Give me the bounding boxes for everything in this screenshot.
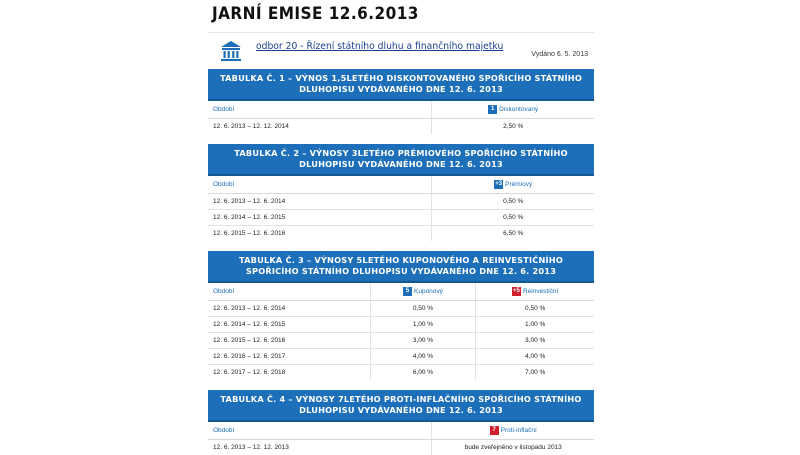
period-cell: 12. 6. 2015 – 12. 6. 2016 xyxy=(208,333,370,349)
period-cell: 12. 6. 2015 – 12. 6. 2016 xyxy=(208,226,432,242)
bond-type-label: Diskontovaný xyxy=(499,106,538,113)
yield-cell: 2,50 % xyxy=(432,119,594,135)
bond-type-badge: +3 xyxy=(494,180,503,189)
yield-cell: 4,00 % xyxy=(370,349,476,365)
period-cell: 12. 6. 2013 – 12. 6. 2014 xyxy=(208,194,432,210)
table-row xyxy=(208,210,594,226)
yield-cell: 1,00 % xyxy=(476,317,594,333)
bond-type-column-header xyxy=(432,101,594,119)
period-cell: 12. 6. 2014 – 12. 6. 2015 xyxy=(208,210,432,226)
period-cell: 12. 6. 2013 – 12. 12. 2013 xyxy=(208,440,432,455)
bond-type-label: Kuponový xyxy=(414,288,443,295)
yield-cell: 6,00 % xyxy=(370,365,476,381)
yield-cell: bude zveřejněno v listopadu 2013 xyxy=(432,440,594,455)
bond-type-label: Reinvestiční xyxy=(523,288,558,295)
bond-type-column-header xyxy=(476,283,594,301)
yield-cell: 3,00 % xyxy=(370,333,476,349)
period-cell: 12. 6. 2014 – 12. 6. 2015 xyxy=(208,317,370,333)
yield-cell: 4,00 % xyxy=(476,349,594,365)
bond-type-badge: +5 xyxy=(512,287,521,296)
table-row xyxy=(208,333,594,349)
yield-table xyxy=(208,176,594,241)
period-column-header: Období xyxy=(208,422,432,440)
table-row xyxy=(208,365,594,381)
column-header-row xyxy=(208,101,594,119)
yield-cell: 7,00 % xyxy=(476,365,594,381)
tables-container xyxy=(208,69,594,455)
period-cell: 12. 6. 2013 – 12. 12. 2014 xyxy=(208,119,432,135)
yield-cell: 0,50 % xyxy=(476,301,594,317)
bond-type-column-header xyxy=(432,422,594,440)
bond-type-label: Proti-inflační xyxy=(501,427,537,434)
period-column-header: Období xyxy=(208,176,432,194)
document-header xyxy=(208,32,594,67)
table-heading: TABULKA Č. 1 – VÝNOS 1,5LETÉHO DISKONTOVANÉHO SPOŘICÍHO STÁTNÍHO DLUHOPISU VYDÁVANÉHO DNE 12. 6. 2013 xyxy=(208,69,594,101)
yield-cell: 0,50 % xyxy=(432,210,594,226)
period-column-header: Období xyxy=(208,283,370,301)
period-cell: 12. 6. 2016 – 12. 6. 2017 xyxy=(208,349,370,365)
yield-table-1 xyxy=(208,69,594,134)
yield-cell: 3,00 % xyxy=(476,333,594,349)
bond-type-badge: 1 xyxy=(488,105,497,114)
table-row xyxy=(208,301,594,317)
department-link[interactable]: odbor 20 - Řízení státního dluhu a finančního majetku xyxy=(256,41,503,52)
yield-cell: 0,50 % xyxy=(432,194,594,210)
yield-table xyxy=(208,422,594,455)
column-header-row xyxy=(208,283,594,301)
page-title: JARNÍ EMISE 12.6.2013 xyxy=(212,4,419,24)
bond-type-badge: 5 xyxy=(403,287,412,296)
table-row xyxy=(208,119,594,135)
period-cell: 12. 6. 2017 – 12. 6. 2018 xyxy=(208,365,370,381)
column-header-row xyxy=(208,176,594,194)
table-heading: TABULKA Č. 4 – VÝNOSY 7LETÉHO PROTI-INFLAČNÍHO SPOŘICÍHO STÁTNÍHO DLUHOPISU VYDÁVANÉHO DNE 12. 6. 2013 xyxy=(208,390,594,422)
table-row xyxy=(208,226,594,242)
table-heading: TABULKA Č. 2 – VÝNOSY 3LETÉHO PRÉMIOVÉHO SPOŘICÍHO STÁTNÍHO DLUHOPISU VYDÁVANÉHO DNE 12. 6. 2013 xyxy=(208,144,594,176)
document xyxy=(208,32,594,455)
yield-table xyxy=(208,101,594,134)
table-row xyxy=(208,194,594,210)
issued-date: Vydáno 6. 5. 2013 xyxy=(531,51,588,58)
bond-type-column-header xyxy=(370,283,476,301)
yield-table xyxy=(208,283,594,380)
yield-table-2 xyxy=(208,144,594,241)
period-column-header: Období xyxy=(208,101,432,119)
yield-cell: 6,50 % xyxy=(432,226,594,242)
yield-cell: 0,50 % xyxy=(370,301,476,317)
period-cell: 12. 6. 2013 – 12. 6. 2014 xyxy=(208,301,370,317)
yield-table-3 xyxy=(208,251,594,380)
bond-type-column-header xyxy=(432,176,594,194)
yield-table-4 xyxy=(208,390,594,455)
column-header-row xyxy=(208,422,594,440)
table-row xyxy=(208,349,594,365)
table-heading: TABULKA Č. 3 – VÝNOSY 5LETÉHO KUPONOVÉHO A REINVESTIČNÍHO SPOŘICÍHO STÁTNÍHO DLUHOPISU VYDÁVANÉHO DNE 12. 6. 2013 xyxy=(208,251,594,283)
table-row xyxy=(208,440,594,455)
bond-type-badge: 7 xyxy=(490,426,499,435)
bond-type-label: Prémiový xyxy=(505,181,532,188)
yield-cell: 1,00 % xyxy=(370,317,476,333)
bank-building-icon xyxy=(220,40,242,62)
table-row xyxy=(208,317,594,333)
